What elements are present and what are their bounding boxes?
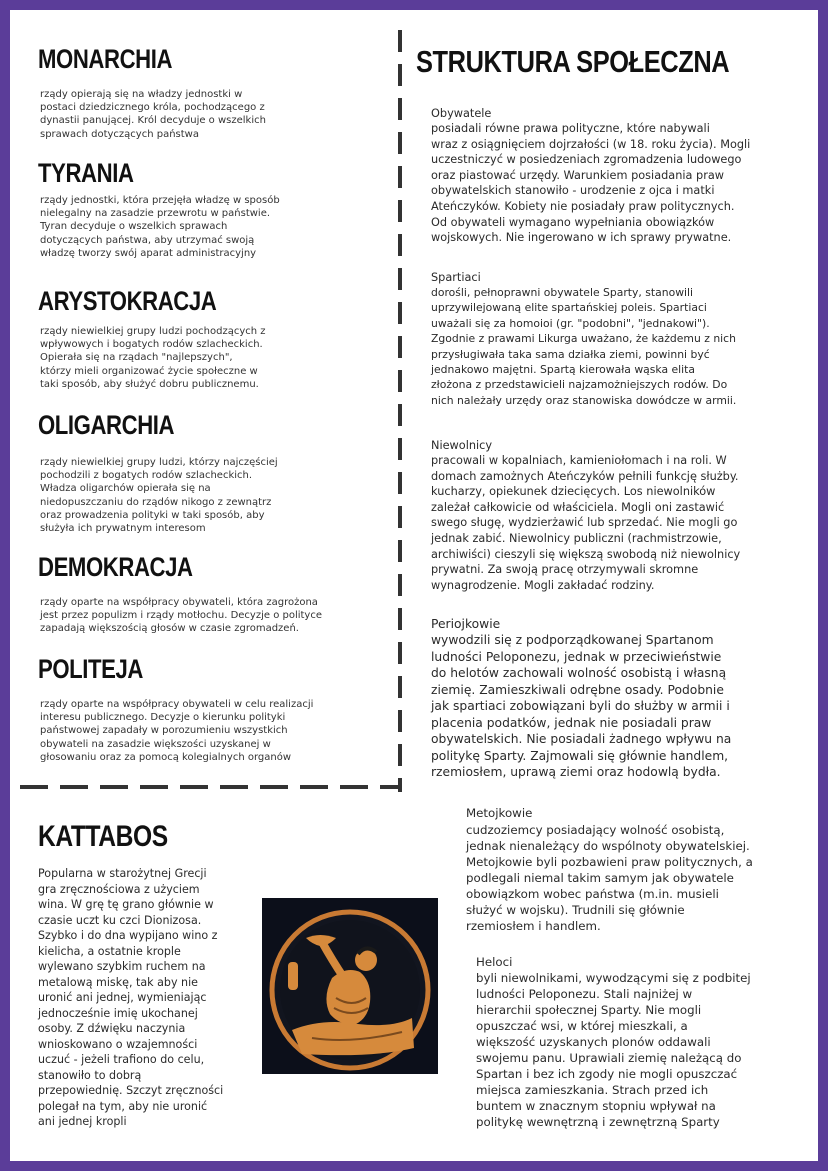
politeja-title: POLITEJA [38, 654, 143, 684]
politeja-text: rządy oparte na współpracy obywateli w celu realizacji interesu publicznego. Decyzje o kierunku polityki państwowej zapadały w porozumieniu wszystkich obywateli na zasadzie większości uzyskanej w głosowaniu oraz za pomocą kolegialnych organów [40, 699, 314, 763]
tyrania-text: rządy jednostki, która przejęła władzę w sposób nielegalny na zasadzie przewrotu w państwie. Tyran decyduje o wszelkich sprawach dotyczących państwa, aby utrzymać swoją władzę tworzy swój aparat administracyjny [40, 195, 280, 259]
periojkowie-label: Periojkowie [431, 617, 501, 631]
kattabos-text: Popularna w starożytnej Grecji gra zręcznościowa z użyciem wina. W grę tę grano głównie w czasie uczt ku czci Dionizosa. Szybko i do dna wypijano wino z kielicha, a ostatnie krople wylewano szybkim ruchem na metalową miskę, tak aby nie uronić ani jednej, wymieniając jednocześnie imię ukochanej osoby. Z dźwięku naczynia wnioskowano o wzajemności uczuć - jeżeli trafiono do celu, stanowiło to dobrą przepowiednię. Szczyt zręczności polegał na tym, aby nie uronić ani jednej kropli [38, 867, 224, 1128]
kattabos-title: KATTABOS [38, 820, 168, 853]
heloci-text: byli niewolnikami, wywodzącymi się z podbitej ludności Peloponezu. Stali najniżej w hierarchii społecznej Sparty. Nie mogli opuszczać wsi, w której mieszkali, a większość uzyskanych plonów oddawali swojemu panu. Uprawiali ziemię należącą do Spartan i bez ich zgody nie mogli opuszczać miejsca zamieszkania. Strach przed ich buntem w znacznym stopniu wpływał na politykę wewnętrzną i zewnętrzną Sparty [476, 971, 751, 1129]
demokracja-text: rządy oparte na współpracy obywateli, która zagrożona jest przez populizm i rządy motłochu. Decyzje o polityce zapadają większością głosów w czasie zgromadzeń. [40, 597, 323, 635]
obywatele-label: Obywatele [431, 107, 492, 120]
metojkowie-text: cudzoziemcy posiadający wolność osobistą, jednak nienależący do wspólnoty obywatelskiej. Metojkowie byli pozbawieni praw politycznych, a podlegali niemal takim samym jak obywatele obowiązkom wobec państwa (m.in. musieli służyć w wojsku). Trudnili się głównie rzemiosłem i handlem. [466, 823, 753, 933]
kylix-painting-illustration [262, 898, 438, 1074]
oligarchia-text: rządy niewielkiej grupy ludzi, którzy najczęściej pochodzili z bogatych rodów szlacheckich. Władza oligarchów opierała się na niedopuszczaniu do rządów nikogo z zewnątrz oraz prowadzenia polityki w taki sposób, aby służyła ich prywatnym interesom [40, 457, 278, 535]
heloci-label: Heloci [476, 955, 513, 969]
greek-kylix-image [262, 898, 438, 1074]
demokracja-title: DEMOKRACJA [38, 552, 193, 582]
periojkowie-text: wywodzili się z podporządkowanej Spartanom ludności Peloponezu, jednak w przeciwieństwie do helotów zachowali wolność osobistą i własną ziemię. Zamieszkiwali odrębne osady. Podobnie jak spartiaci zobowiązani byli do służby w armii i placenia podatków, jednak nie posiadali praw obywatelskich. Nie posiadali żadnego wpływu na politykę Sparty. Zajmowali się głównie handlem, rzemiosłem, uprawą ziemi oraz hodowlą bydła. [431, 633, 732, 779]
arystokracja-text: rządy niewielkiej grupy ludzi pochodzących z wpływowych i bogatych rodów szlacheckich. Opierała się na rządach "najlepszych", którzy mieli organizować życie społeczne w taki sposób, aby służyć dobru publicznemu. [40, 326, 266, 390]
oligarchia-title: OLIGARCHIA [38, 410, 175, 440]
tyrania-title: TYRANIA [38, 158, 134, 188]
monarchia-title: MONARCHIA [38, 44, 173, 74]
spartiaci-label: Spartiaci [431, 271, 481, 284]
struktura-spoleczna-title: STRUKTURA SPOŁECZNA [416, 44, 730, 79]
spartiaci-text: dorośli, pełnoprawni obywatele Sparty, stanowili uprzywilejowaną elite spartańskiej poleis. Spartiaci uważali się za homoioi (gr. "podobni", "jednakowi"). Zgodnie z prawami Likurga uważano, że każdemu z nich przysługiwała taka sama działka ziemi, powinni być jednakowo majętni. Spartą kierowała wąska elita złożona z przedstawicieli najzamożniejszych rodów. Do nich należały urzędy oraz stanowiska dowódcze w armii. [431, 286, 737, 407]
metojkowie-label: Metojkowie [466, 806, 533, 820]
monarchia-text: rządy opierają się na władzy jednostki w postaci dziedzicznego króla, pochodzącego z dynastii panującej. Król decyduje o wszelkich sprawach dotyczących państwa [40, 89, 266, 140]
obywatele-text: posiadali równe prawa polityczne, które nabywali wraz z osiągnięciem dojrzałości (w 18. roku życia). Mogli uczestniczyć w posiedzeniach zgromadzenia ludowego oraz piastować urzędy. Warunkiem posiadania praw obywatelskich stanowiło - urodzenie z ojca i matki Ateńczyków. Kobiety nie posiadały praw politycznych. Od obywateli wymagano wypełniania obowiązków wojskowych. Nie ingerowano w ich sprawy prywatne. [431, 122, 751, 245]
horizontal-dashed-divider [20, 785, 402, 789]
arystokracja-title: ARYSTOKRACJA [38, 286, 217, 316]
vertical-dashed-divider [398, 30, 402, 792]
niewolnicy-label: Niewolnicy [431, 439, 493, 452]
niewolnicy-text: pracowali w kopalniach, kamieniołomach i na roli. W domach zamożnych Ateńczyków pełnili funkcję służby. kucharzy, opiekunek dziecięcych. Los niewolników zależał całkowicie od właściciela. Mogli oni zastawić swego sługę, wydzierżawić lub sprzedać. Nie mogli go jednak zabić. Niewolnicy publiczni (rachmistrzowie, archiwiści) cieszyli się większą swobodą niż niewolnicy prywatni. Za swoją pracę otrzymywali skromne wynagrodzenie. Mogli zakładać rodziny. [431, 454, 741, 592]
